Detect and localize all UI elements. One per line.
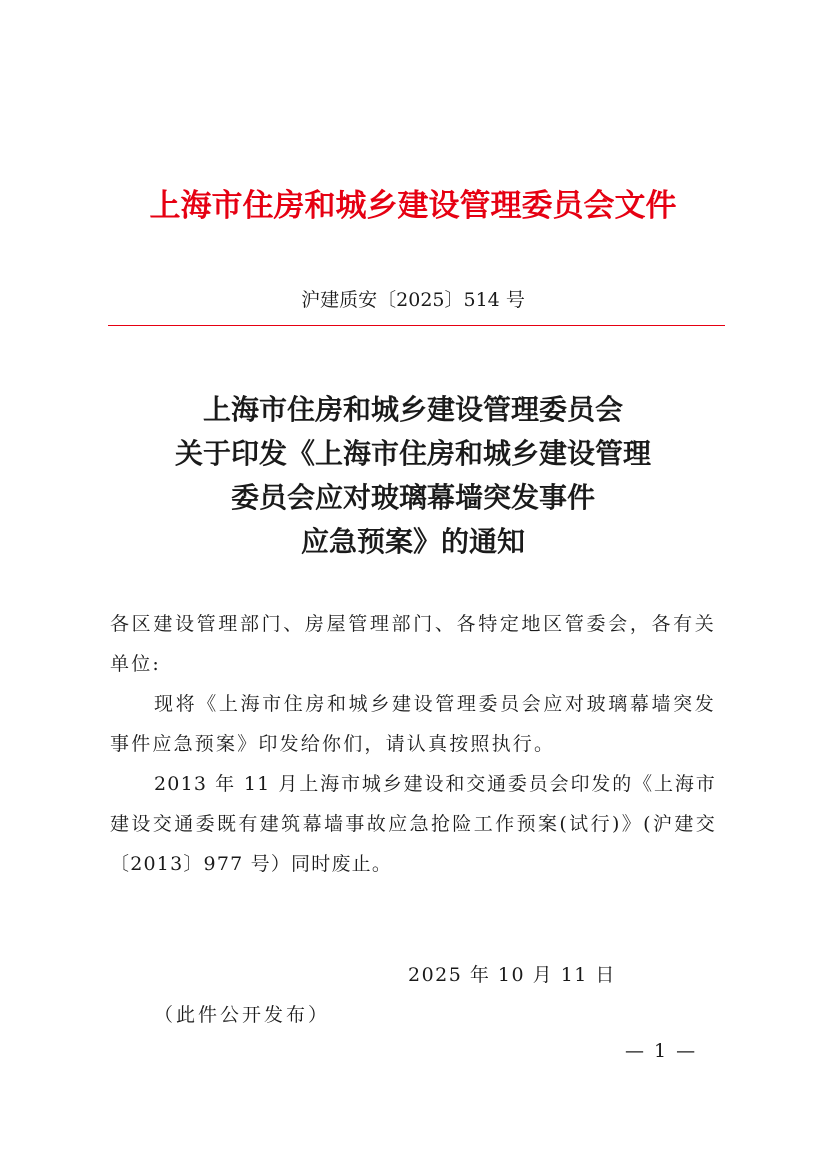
page-number: — 1 — [625,1040,698,1062]
body-paragraph: 现将《上海市住房和城乡建设管理委员会应对玻璃幕墙突发事件应急预案》印发给你们，请认真按照执行。 [110,693,716,755]
public-release-note: （此件公开发布） [154,1004,331,1026]
salutation: 各区建设管理部门、房屋管理部门、各特定地区管委会，各有关单位: [110,613,716,675]
issue-date: 2025 年 10 月 11 日 [408,964,616,986]
body-paragraph: 2013 年 11 月上海市城乡建设和交通委员会印发的《上海市建设交通委既有建筑幕墙事故应急抢险工作预案(试行)》(沪建交〔2013〕977 号）同时废止。 [110,773,716,875]
masthead-divider [108,325,725,326]
title-line: 应急预案》的通知 [300,525,525,558]
title-line: 委员会应对玻璃幕墙突发事件 [230,481,595,514]
title-line: 关于印发《上海市住房和城乡建设管理 [174,437,651,470]
document-number: 沪建质安〔2025〕514 号 [301,289,525,311]
document-title [0,388,826,564]
document-masthead: 上海市住房和城乡建设管理委员会文件 [149,188,677,224]
title-line: 上海市住房和城乡建设管理委员会 [202,393,623,426]
